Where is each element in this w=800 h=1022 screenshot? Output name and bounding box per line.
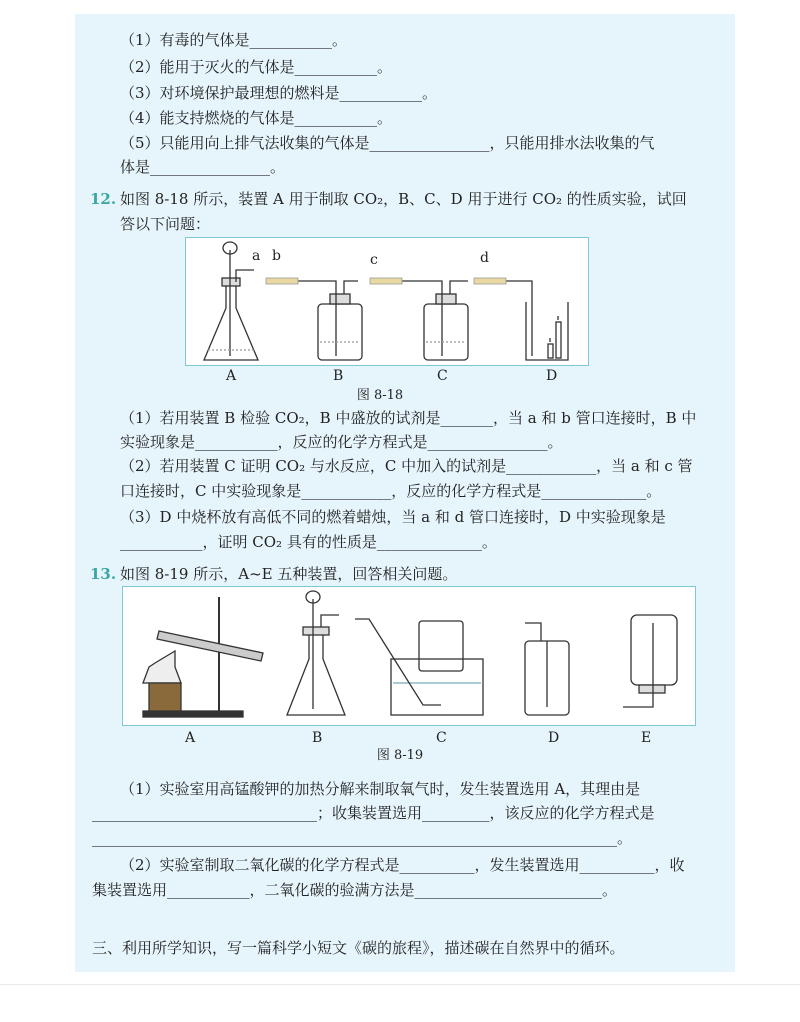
q12-sub-1a: （1）若用装置 B 检验 CO₂，B 中盛放的试剂是_______，当 a 和 b 管口连接时，B 中 <box>120 409 697 427</box>
fig818-label-a: A <box>226 368 237 384</box>
q13-sub-1c: ______________________________________________________________________。 <box>92 829 633 847</box>
apparatus-c-tube <box>355 619 441 705</box>
fig819-label-d: D <box>548 730 560 746</box>
figure-8-18 <box>185 237 589 366</box>
apparatus-b-outlet <box>344 281 358 294</box>
q12-number: 12. <box>90 190 117 208</box>
q12-stem-line1: 如图 8-18 所示，装置 A 用于制取 CO₂，B、C、D 用于进行 CO₂ 的性质实验，试回 <box>120 190 687 208</box>
q13-sub-2a: （2）实验室制取二氧化碳的化学方程式是__________，发生装置选用__________，收 <box>120 856 685 874</box>
apparatus-a-flask <box>204 284 258 360</box>
figure-8-19-caption: 图 8-19 <box>376 748 424 763</box>
fig819-label-a: A <box>185 730 196 746</box>
fig818-label-d: D <box>546 368 558 384</box>
fig819-label-c: C <box>436 730 447 746</box>
q12-sub-3a: （3）D 中烧杯放有高低不同的燃着蜡烛，当 a 和 d 管口连接时，D 中实验现象是 <box>120 508 666 526</box>
q13-sub-1b: ______________________________；收集装置选用_________，该反应的化学方程式是 <box>92 804 655 822</box>
fig819-label-e: E <box>641 730 652 746</box>
q11-item-2: （2）能用于灭火的气体是___________。 <box>120 58 393 76</box>
figure-8-19-drawing <box>123 587 695 725</box>
figure-8-19 <box>122 586 696 726</box>
apparatus-a-block <box>149 683 181 711</box>
candle-high <box>556 322 561 358</box>
q12-sub-3b: ___________，证明 CO₂ 具有的性质是______________。 <box>120 533 497 551</box>
port-label-a: a <box>252 248 261 264</box>
apparatus-c-trough <box>391 659 483 715</box>
apparatus-c-bottle <box>419 621 463 671</box>
apparatus-c-inlet <box>372 281 442 356</box>
candle-low <box>548 344 553 358</box>
apparatus-b-flask <box>287 633 345 715</box>
apparatus-e-bottle <box>631 615 677 685</box>
q12-sub-1b: 实验现象是___________，反应的化学方程式是________________。 <box>120 433 563 451</box>
section-3-prompt: 三、利用所学知识，写一篇科学小短文《碳的旅程》，描述碳在自然界中的循环。 <box>92 939 625 957</box>
apparatus-b-bottle <box>318 304 362 360</box>
figure-8-18-caption: 图 8-18 <box>356 388 404 403</box>
q11-item-5-cont: 体是________________。 <box>120 158 286 176</box>
port-label-d: d <box>480 250 489 266</box>
port-label-b: b <box>272 248 281 264</box>
apparatus-a-base <box>143 711 243 717</box>
q12-stem-line2: 答以下问题： <box>120 215 211 233</box>
apparatus-d-inlet <box>476 281 532 356</box>
q11-item-5: （5）只能用向上排气法收集的气体是________________，只能用排水法收集的气 <box>120 134 655 152</box>
apparatus-c-bottle <box>424 304 468 360</box>
q13-stem: 如图 8-19 所示，A~E 五种装置，回答相关问题。 <box>120 565 458 583</box>
q12-sub-2b: 口连接时，C 中实验现象是____________，反应的化学方程式是______________。 <box>120 482 662 500</box>
figure-8-18-drawing <box>186 238 588 365</box>
page-divider <box>0 984 800 985</box>
fig818-label-c: C <box>437 368 448 384</box>
port-label-c: c <box>370 252 378 268</box>
q12-sub-2a: （2）若用装置 C 证明 CO₂ 与水反应，C 中加入的试剂是____________，当 a 和 c 管 <box>120 457 693 475</box>
q13-sub-2b: 集装置选用___________，二氧化碳的验满方法是_________________________。 <box>92 881 618 899</box>
apparatus-c-outlet <box>450 281 468 294</box>
q11-item-1: （1）有毒的气体是___________。 <box>120 31 348 49</box>
apparatus-b-inlet <box>268 281 336 356</box>
alcohol-lamp <box>143 651 181 683</box>
q13-number: 13. <box>90 565 117 583</box>
q13-sub-1a: （1）实验室用高锰酸钾的加热分解来制取氧气时，发生装置选用 A，其理由是 <box>120 780 641 798</box>
apparatus-a-stopper <box>222 278 240 286</box>
q11-item-4: （4）能支持燃烧的气体是___________。 <box>120 109 393 127</box>
fig819-label-b: B <box>312 730 323 746</box>
fig818-label-b: B <box>333 368 344 384</box>
q11-item-3: （3）对环境保护最理想的燃料是___________。 <box>120 84 438 102</box>
